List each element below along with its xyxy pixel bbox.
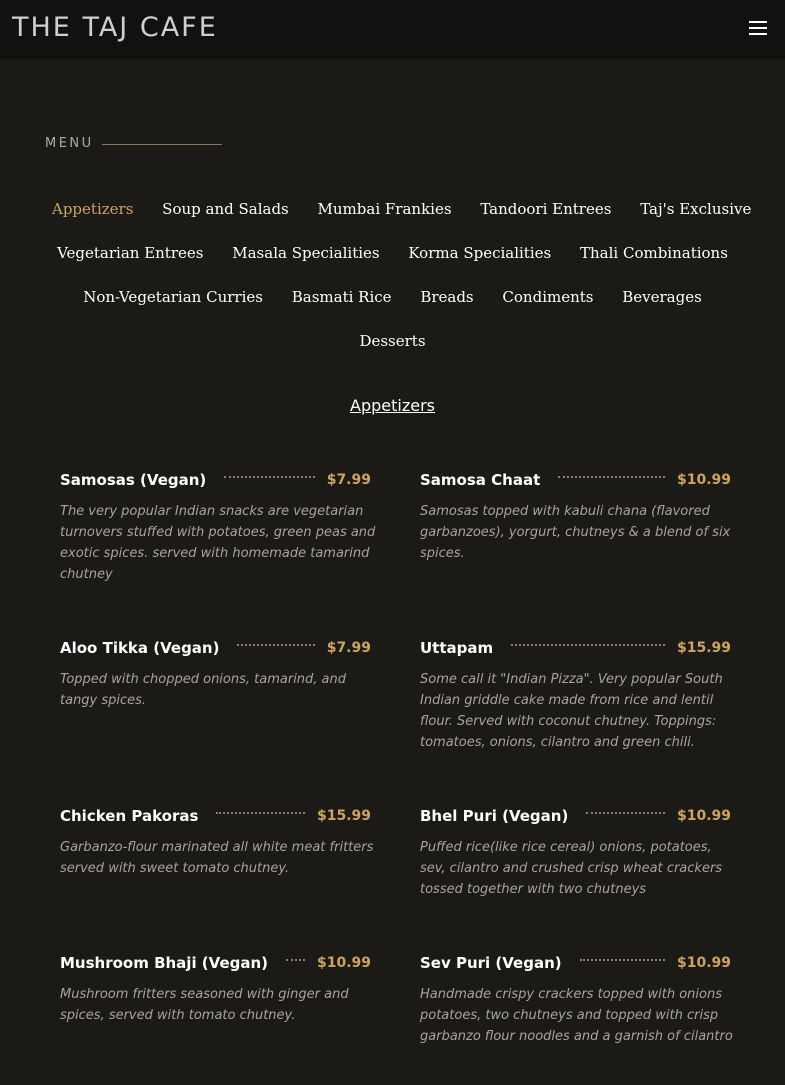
- item-price: $15.99: [316, 808, 371, 824]
- menu-item: [60, 637, 381, 711]
- leader-dots: [558, 476, 665, 478]
- item-description: Mushroom fritters seasoned with ginger and spices, served with tomato chutney.: [60, 987, 349, 1023]
- filter-vegetarian-entrees[interactable]: Vegetarian Entrees: [57, 244, 204, 262]
- item-price: $7.99: [326, 472, 371, 488]
- item-name: Samosas (Vegan): [60, 471, 207, 489]
- filter-tajs-exclusive[interactable]: Taj's Exclusive: [640, 200, 752, 218]
- item-description: Puffed rice(like rice cereal) onions, potatoes, sev, cilantro and crushed crisp wheat crackers tossed together with two chutneys: [420, 840, 723, 897]
- hamburger-line: [749, 33, 767, 35]
- filter-condiments[interactable]: Condiments: [502, 288, 594, 306]
- filter-tandoori-entrees[interactable]: Tandoori Entrees: [480, 200, 612, 218]
- leader-dots: [237, 644, 314, 646]
- category-title[interactable]: Appetizers: [350, 396, 435, 415]
- item-name: Mushroom Bhaji (Vegan): [60, 954, 269, 972]
- filter-desserts[interactable]: Desserts: [359, 332, 426, 350]
- hamburger-line: [749, 21, 767, 23]
- filter-row: [40, 194, 752, 238]
- leader-dots: [586, 812, 665, 814]
- menu-item: [420, 805, 741, 900]
- item-name: Sev Puri (Vegan): [420, 954, 562, 972]
- menu-item: [420, 469, 741, 564]
- item-name: Samosa Chaat: [420, 471, 541, 489]
- filter-basmati-rice[interactable]: Basmati Rice: [291, 288, 392, 306]
- leader-dots: [511, 644, 665, 646]
- item-description: Samosas topped with kabuli chana (flavored garbanzoes), yorgurt, chutneys & a blend of six spices.: [420, 504, 731, 561]
- site-header: [0, 0, 785, 59]
- filter-non-vegetarian-curries[interactable]: Non-Vegetarian Curries: [83, 288, 263, 306]
- section-label: MENU: [45, 136, 94, 151]
- menu-item: [420, 637, 741, 753]
- leader-dots: [580, 959, 665, 961]
- filter-appetizers[interactable]: Appetizers: [52, 200, 134, 218]
- menu-item: [60, 805, 381, 879]
- item-price: $10.99: [316, 955, 371, 971]
- filter-korma-specialities[interactable]: Korma Specialities: [408, 244, 552, 262]
- item-name: Bhel Puri (Vegan): [420, 807, 569, 825]
- filter-thali-combinations[interactable]: Thali Combinations: [580, 244, 728, 262]
- item-description: Garbanzo-flour marinated all white meat fritters served with sweet tomato chutney.: [60, 840, 374, 876]
- menu-filters: [40, 194, 752, 370]
- item-price: $10.99: [676, 472, 731, 488]
- hamburger-menu-icon[interactable]: [747, 18, 769, 38]
- leader-dots: [224, 476, 314, 478]
- filter-soup-and-salads[interactable]: Soup and Salads: [162, 200, 289, 218]
- filter-row: [40, 238, 745, 282]
- item-price: $7.99: [326, 640, 371, 656]
- filter-masala-specialities[interactable]: Masala Specialities: [232, 244, 380, 262]
- hamburger-line: [749, 27, 767, 29]
- menu-item: [420, 952, 741, 1047]
- item-name: Chicken Pakoras: [60, 807, 199, 825]
- item-description: Topped with chopped onions, tamarind, and tangy spices.: [60, 672, 347, 708]
- item-price: $15.99: [676, 640, 731, 656]
- menu-item: [60, 952, 381, 1026]
- leader-dots: [216, 812, 305, 814]
- item-description: Handmade crispy crackers topped with onions potatoes, two chutneys and topped with crisp garbanzo flour noodles and a garnish of cilantro: [420, 987, 733, 1044]
- filter-breads[interactable]: Breads: [420, 288, 474, 306]
- section-divider: [102, 144, 222, 145]
- item-description: The very popular Indian snacks are vegetarian turnovers stuffed with potatoes, green peas and exotic spices. served with homemade tamarind chutney: [60, 504, 376, 582]
- filter-row: [40, 282, 745, 326]
- item-name: Uttapam: [420, 639, 494, 657]
- leader-dots: [286, 959, 305, 961]
- item-description: Some call it "Indian Pizza". Very popular South Indian griddle cake made from rice and lentil flour. Served with coconut chutney. Toppings: tomatoes, onions, cilantro and green chili.: [420, 672, 723, 750]
- filter-row: [40, 326, 745, 370]
- filter-beverages[interactable]: Beverages: [622, 288, 702, 306]
- menu-item: [60, 469, 381, 585]
- brand-logo[interactable]: THE TAJ CAFE: [12, 12, 218, 43]
- item-price: $10.99: [676, 808, 731, 824]
- item-name: Aloo Tikka (Vegan): [60, 639, 220, 657]
- item-price: $10.99: [676, 955, 731, 971]
- filter-mumbai-frankies[interactable]: Mumbai Frankies: [317, 200, 452, 218]
